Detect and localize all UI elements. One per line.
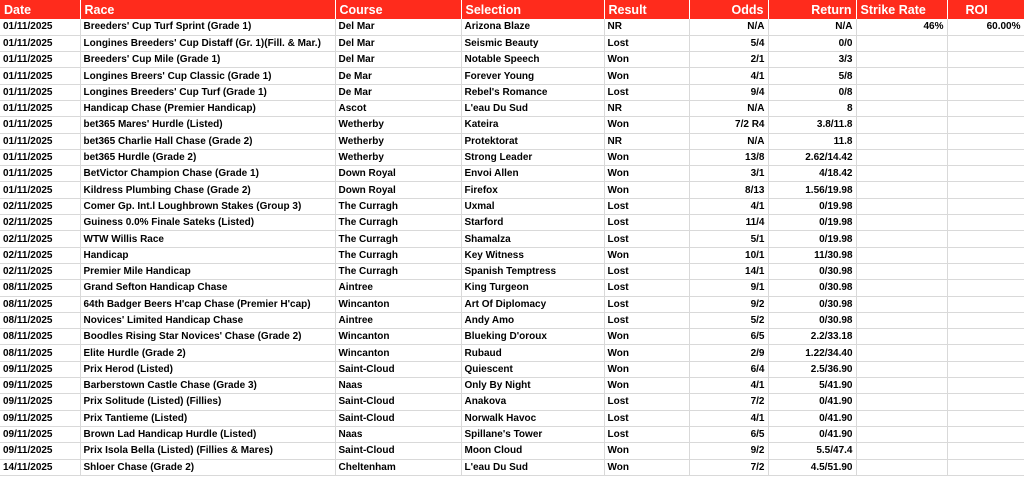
cell-return[interactable]: 5/8 — [768, 68, 856, 84]
cell-result[interactable]: Lost — [604, 426, 689, 442]
cell-date[interactable]: 01/11/2025 — [0, 84, 80, 100]
header-selection[interactable]: Selection — [461, 0, 604, 19]
cell-selection[interactable]: Kateira — [461, 117, 604, 133]
cell-empty[interactable] — [856, 443, 947, 459]
cell-odds[interactable]: 9/2 — [689, 296, 768, 312]
cell-empty[interactable] — [856, 394, 947, 410]
header-result[interactable]: Result — [604, 0, 689, 19]
cell-empty[interactable] — [947, 84, 1024, 100]
cell-result[interactable]: Lost — [604, 198, 689, 214]
cell-selection[interactable]: Only By Night — [461, 378, 604, 394]
cell-race[interactable]: Longines Breeders' Cup Distaff (Gr. 1)(Fill. & Mar.) — [80, 35, 335, 51]
cell-date[interactable]: 14/11/2025 — [0, 459, 80, 475]
cell-odds[interactable]: 8/13 — [689, 182, 768, 198]
cell-race[interactable]: Kildress Plumbing Chase (Grade 2) — [80, 182, 335, 198]
cell-empty[interactable] — [856, 296, 947, 312]
table-row — [0, 296, 1024, 312]
cell-odds[interactable]: 5/2 — [689, 312, 768, 328]
table-row — [0, 166, 1024, 182]
table-row — [0, 459, 1024, 475]
cell-date[interactable]: 09/11/2025 — [0, 378, 80, 394]
cell-selection[interactable]: L'eau Du Sud — [461, 459, 604, 475]
strike-rate-value[interactable]: 46% — [856, 19, 947, 35]
table-row — [0, 35, 1024, 51]
cell-empty[interactable] — [947, 410, 1024, 426]
cell-date[interactable]: 02/11/2025 — [0, 231, 80, 247]
cell-selection[interactable]: Key Witness — [461, 247, 604, 263]
cell-date[interactable]: 01/11/2025 — [0, 133, 80, 149]
table-row — [0, 198, 1024, 214]
cell-empty[interactable] — [947, 117, 1024, 133]
cell-course[interactable]: Naas — [335, 426, 461, 442]
table-row — [0, 410, 1024, 426]
cell-return[interactable]: 4.5/51.90 — [768, 459, 856, 475]
table-row — [0, 100, 1024, 116]
cell-race[interactable]: Premier Mile Handicap — [80, 263, 335, 279]
cell-empty[interactable] — [947, 312, 1024, 328]
table-row — [0, 19, 1024, 35]
cell-odds[interactable]: 7/2 R4 — [689, 117, 768, 133]
cell-return[interactable]: 0/19.98 — [768, 198, 856, 214]
cell-race[interactable]: 64th Badger Beers H'cap Chase (Premier H'cap) — [80, 296, 335, 312]
cell-course[interactable]: The Curragh — [335, 231, 461, 247]
cell-race[interactable]: Elite Hurdle (Grade 2) — [80, 345, 335, 361]
cell-course[interactable]: Wincanton — [335, 345, 461, 361]
cell-return[interactable]: 3.8/11.8 — [768, 117, 856, 133]
cell-empty[interactable] — [947, 443, 1024, 459]
cell-result[interactable]: Won — [604, 247, 689, 263]
cell-date[interactable]: 09/11/2025 — [0, 426, 80, 442]
cell-result[interactable]: Lost — [604, 410, 689, 426]
cell-empty[interactable] — [947, 394, 1024, 410]
table-row — [0, 263, 1024, 279]
cell-return[interactable]: 11.8 — [768, 133, 856, 149]
cell-race[interactable]: Breeders' Cup Mile (Grade 1) — [80, 52, 335, 68]
cell-return[interactable]: 0/0 — [768, 35, 856, 51]
table-row — [0, 182, 1024, 198]
cell-date[interactable]: 02/11/2025 — [0, 198, 80, 214]
cell-course[interactable]: De Mar — [335, 68, 461, 84]
cell-empty[interactable] — [856, 52, 947, 68]
table-row — [0, 280, 1024, 296]
table-row — [0, 361, 1024, 377]
table-row — [0, 52, 1024, 68]
cell-race[interactable]: Grand Sefton Handicap Chase — [80, 280, 335, 296]
cell-result[interactable]: Won — [604, 443, 689, 459]
cell-result[interactable]: Won — [604, 117, 689, 133]
cell-empty[interactable] — [947, 280, 1024, 296]
cell-race[interactable]: bet365 Hurdle (Grade 2) — [80, 149, 335, 165]
cell-empty[interactable] — [947, 133, 1024, 149]
cell-date[interactable]: 08/11/2025 — [0, 280, 80, 296]
table-row — [0, 378, 1024, 394]
cell-course[interactable]: Saint-Cloud — [335, 361, 461, 377]
cell-result[interactable]: Won — [604, 166, 689, 182]
header-course[interactable]: Course — [335, 0, 461, 19]
cell-course[interactable]: Down Royal — [335, 166, 461, 182]
cell-course[interactable]: Naas — [335, 378, 461, 394]
cell-empty[interactable] — [856, 312, 947, 328]
cell-empty[interactable] — [856, 198, 947, 214]
table-row — [0, 247, 1024, 263]
cell-date[interactable]: 01/11/2025 — [0, 117, 80, 133]
cell-selection[interactable]: L'eau Du Sud — [461, 100, 604, 116]
cell-course[interactable]: Del Mar — [335, 52, 461, 68]
cell-return[interactable]: 8 — [768, 100, 856, 116]
cell-return[interactable]: 0/19.98 — [768, 215, 856, 231]
cell-course[interactable]: Wetherby — [335, 133, 461, 149]
table-row — [0, 312, 1024, 328]
cell-selection[interactable]: Rebel's Romance — [461, 84, 604, 100]
cell-empty[interactable] — [856, 215, 947, 231]
header-race[interactable]: Race — [80, 0, 335, 19]
cell-race[interactable]: WTW Willis Race — [80, 231, 335, 247]
cell-selection[interactable]: Spanish Temptress — [461, 263, 604, 279]
cell-course[interactable]: Wetherby — [335, 149, 461, 165]
cell-course[interactable]: Wetherby — [335, 117, 461, 133]
table-row — [0, 345, 1024, 361]
cell-result[interactable]: NR — [604, 133, 689, 149]
table-row — [0, 68, 1024, 84]
cell-race[interactable]: Breeders' Cup Turf Sprint (Grade 1) — [80, 19, 335, 35]
cell-result[interactable]: Lost — [604, 231, 689, 247]
cell-date[interactable]: 09/11/2025 — [0, 443, 80, 459]
cell-return[interactable]: 5.5/47.4 — [768, 443, 856, 459]
cell-result[interactable]: Won — [604, 345, 689, 361]
cell-empty[interactable] — [947, 361, 1024, 377]
cell-selection[interactable]: Starford — [461, 215, 604, 231]
cell-course[interactable]: Saint-Cloud — [335, 443, 461, 459]
cell-date[interactable]: 01/11/2025 — [0, 182, 80, 198]
cell-odds[interactable]: 4/1 — [689, 378, 768, 394]
cell-course[interactable]: Aintree — [335, 312, 461, 328]
cell-course[interactable]: The Curragh — [335, 198, 461, 214]
cell-date[interactable]: 09/11/2025 — [0, 410, 80, 426]
cell-empty[interactable] — [856, 247, 947, 263]
cell-odds[interactable]: 14/1 — [689, 263, 768, 279]
cell-return[interactable]: 2.5/36.90 — [768, 361, 856, 377]
table-row — [0, 329, 1024, 345]
cell-empty[interactable] — [947, 198, 1024, 214]
cell-date[interactable]: 02/11/2025 — [0, 215, 80, 231]
cell-selection[interactable]: King Turgeon — [461, 280, 604, 296]
cell-date[interactable]: 01/11/2025 — [0, 19, 80, 35]
cell-result[interactable]: Won — [604, 68, 689, 84]
cell-odds[interactable]: 6/4 — [689, 361, 768, 377]
cell-course[interactable]: De Mar — [335, 84, 461, 100]
cell-return[interactable]: 1.22/34.40 — [768, 345, 856, 361]
cell-odds[interactable]: 4/1 — [689, 410, 768, 426]
cell-empty[interactable] — [856, 149, 947, 165]
table-row — [0, 84, 1024, 100]
cell-empty[interactable] — [856, 345, 947, 361]
cell-date[interactable]: 01/11/2025 — [0, 68, 80, 84]
cell-selection[interactable]: Moon Cloud — [461, 443, 604, 459]
header-odds[interactable]: Odds — [689, 0, 768, 19]
cell-odds[interactable]: 6/5 — [689, 329, 768, 345]
cell-odds[interactable]: N/A — [689, 100, 768, 116]
cell-empty[interactable] — [856, 378, 947, 394]
cell-empty[interactable] — [947, 426, 1024, 442]
header-date[interactable]: Date — [0, 0, 80, 19]
cell-empty[interactable] — [856, 410, 947, 426]
cell-empty[interactable] — [856, 329, 947, 345]
cell-race[interactable]: Prix Herod (Listed) — [80, 361, 335, 377]
cell-empty[interactable] — [856, 231, 947, 247]
cell-odds[interactable]: N/A — [689, 19, 768, 35]
cell-odds[interactable]: 2/9 — [689, 345, 768, 361]
header-row — [0, 0, 1024, 19]
cell-odds[interactable]: 7/2 — [689, 459, 768, 475]
cell-selection[interactable]: Art Of Diplomacy — [461, 296, 604, 312]
cell-empty[interactable] — [947, 231, 1024, 247]
cell-return[interactable]: 0/41.90 — [768, 426, 856, 442]
cell-empty[interactable] — [947, 247, 1024, 263]
cell-race[interactable]: BetVictor Champion Chase (Grade 1) — [80, 166, 335, 182]
cell-odds[interactable]: 5/4 — [689, 35, 768, 51]
header-strike-rate[interactable]: Strike Rate — [856, 0, 947, 19]
cell-result[interactable]: Lost — [604, 35, 689, 51]
table-row — [0, 133, 1024, 149]
cell-course[interactable]: Down Royal — [335, 182, 461, 198]
header-return[interactable]: Return — [768, 0, 856, 19]
cell-empty[interactable] — [947, 329, 1024, 345]
cell-selection[interactable]: Norwalk Havoc — [461, 410, 604, 426]
cell-selection[interactable]: Andy Amo — [461, 312, 604, 328]
cell-empty[interactable] — [947, 52, 1024, 68]
cell-race[interactable]: Handicap — [80, 247, 335, 263]
cell-empty[interactable] — [947, 263, 1024, 279]
cell-empty[interactable] — [947, 35, 1024, 51]
cell-date[interactable]: 01/11/2025 — [0, 166, 80, 182]
cell-empty[interactable] — [947, 296, 1024, 312]
cell-course[interactable]: Aintree — [335, 280, 461, 296]
header-roi[interactable]: ROI — [947, 0, 1024, 19]
table-row — [0, 117, 1024, 133]
cell-return[interactable]: 0/30.98 — [768, 312, 856, 328]
cell-date[interactable]: 09/11/2025 — [0, 361, 80, 377]
cell-return[interactable]: 0/19.98 — [768, 231, 856, 247]
table-body — [0, 19, 1024, 475]
cell-empty[interactable] — [856, 35, 947, 51]
cell-return[interactable]: 4/18.42 — [768, 166, 856, 182]
cell-odds[interactable]: 7/2 — [689, 394, 768, 410]
cell-odds[interactable]: 5/1 — [689, 231, 768, 247]
cell-empty[interactable] — [947, 459, 1024, 475]
cell-empty[interactable] — [947, 378, 1024, 394]
cell-result[interactable]: Won — [604, 182, 689, 198]
cell-empty[interactable] — [856, 84, 947, 100]
cell-return[interactable]: 0/41.90 — [768, 394, 856, 410]
table-row — [0, 394, 1024, 410]
cell-date[interactable]: 08/11/2025 — [0, 329, 80, 345]
cell-empty[interactable] — [856, 263, 947, 279]
cell-empty[interactable] — [856, 68, 947, 84]
table-row — [0, 443, 1024, 459]
cell-odds[interactable]: 11/4 — [689, 215, 768, 231]
cell-return[interactable]: 3/3 — [768, 52, 856, 68]
cell-odds[interactable]: 4/1 — [689, 68, 768, 84]
cell-empty[interactable] — [947, 100, 1024, 116]
cell-course[interactable]: Saint-Cloud — [335, 410, 461, 426]
cell-odds[interactable]: 13/8 — [689, 149, 768, 165]
table-row — [0, 215, 1024, 231]
cell-result[interactable]: Won — [604, 149, 689, 165]
cell-odds[interactable]: 2/1 — [689, 52, 768, 68]
cell-odds[interactable]: 4/1 — [689, 198, 768, 214]
cell-race[interactable]: Longines Breers' Cup Classic (Grade 1) — [80, 68, 335, 84]
cell-empty[interactable] — [947, 182, 1024, 198]
cell-race[interactable]: Prix Isola Bella (Listed) (Fillies & Mares) — [80, 443, 335, 459]
cell-course[interactable]: Del Mar — [335, 19, 461, 35]
cell-result[interactable]: Lost — [604, 263, 689, 279]
cell-result[interactable]: Won — [604, 52, 689, 68]
cell-course[interactable]: The Curragh — [335, 263, 461, 279]
cell-empty[interactable] — [947, 215, 1024, 231]
cell-date[interactable]: 08/11/2025 — [0, 296, 80, 312]
cell-empty[interactable] — [947, 68, 1024, 84]
cell-course[interactable]: Del Mar — [335, 35, 461, 51]
cell-selection[interactable]: Firefox — [461, 182, 604, 198]
cell-odds[interactable]: 10/1 — [689, 247, 768, 263]
cell-race[interactable]: Prix Solitude (Listed) (Fillies) — [80, 394, 335, 410]
cell-race[interactable]: bet365 Charlie Hall Chase (Grade 2) — [80, 133, 335, 149]
cell-race[interactable]: Guiness 0.0% Finale Sateks (Listed) — [80, 215, 335, 231]
cell-race[interactable]: Barberstown Castle Chase (Grade 3) — [80, 378, 335, 394]
cell-course[interactable]: Wincanton — [335, 296, 461, 312]
cell-selection[interactable]: Protektorat — [461, 133, 604, 149]
cell-selection[interactable]: Quiescent — [461, 361, 604, 377]
cell-selection[interactable]: Seismic Beauty — [461, 35, 604, 51]
roi-value[interactable]: 60.00% — [947, 19, 1024, 35]
cell-return[interactable]: 0/30.98 — [768, 263, 856, 279]
cell-date[interactable]: 01/11/2025 — [0, 52, 80, 68]
cell-result[interactable]: NR — [604, 100, 689, 116]
cell-course[interactable]: The Curragh — [335, 215, 461, 231]
cell-race[interactable]: Prix Tantieme (Listed) — [80, 410, 335, 426]
cell-odds[interactable]: 3/1 — [689, 166, 768, 182]
table-row — [0, 426, 1024, 442]
cell-selection[interactable]: Anakova — [461, 394, 604, 410]
cell-date[interactable]: 01/11/2025 — [0, 149, 80, 165]
cell-date[interactable]: 08/11/2025 — [0, 345, 80, 361]
table-row — [0, 149, 1024, 165]
cell-return[interactable]: 0/41.90 — [768, 410, 856, 426]
cell-empty[interactable] — [856, 133, 947, 149]
cell-empty[interactable] — [856, 361, 947, 377]
cell-empty[interactable] — [856, 426, 947, 442]
cell-selection[interactable]: Shamalza — [461, 231, 604, 247]
cell-date[interactable]: 02/11/2025 — [0, 247, 80, 263]
cell-race[interactable]: Longines Breeders' Cup Turf (Grade 1) — [80, 84, 335, 100]
cell-empty[interactable] — [856, 280, 947, 296]
cell-empty[interactable] — [947, 166, 1024, 182]
cell-result[interactable]: Lost — [604, 280, 689, 296]
cell-result[interactable]: Lost — [604, 312, 689, 328]
cell-selection[interactable]: Rubaud — [461, 345, 604, 361]
cell-race[interactable]: Brown Lad Handicap Hurdle (Listed) — [80, 426, 335, 442]
cell-return[interactable]: 2.2/33.18 — [768, 329, 856, 345]
cell-empty[interactable] — [947, 345, 1024, 361]
cell-result[interactable]: Lost — [604, 296, 689, 312]
cell-date[interactable]: 08/11/2025 — [0, 312, 80, 328]
cell-result[interactable]: Won — [604, 459, 689, 475]
cell-race[interactable]: Shloer Chase (Grade 2) — [80, 459, 335, 475]
cell-selection[interactable]: Uxmal — [461, 198, 604, 214]
cell-date[interactable]: 09/11/2025 — [0, 394, 80, 410]
cell-return[interactable]: 0/8 — [768, 84, 856, 100]
cell-return[interactable]: 1.56/19.98 — [768, 182, 856, 198]
cell-return[interactable]: 5/41.90 — [768, 378, 856, 394]
cell-selection[interactable]: Spillane's Tower — [461, 426, 604, 442]
cell-race[interactable]: Comer Gp. Int.l Loughbrown Stakes (Group 3) — [80, 198, 335, 214]
cell-race[interactable]: Handicap Chase (Premier Handicap) — [80, 100, 335, 116]
cell-empty[interactable] — [856, 117, 947, 133]
cell-result[interactable]: Won — [604, 361, 689, 377]
cell-odds[interactable]: 9/2 — [689, 443, 768, 459]
cell-result[interactable]: Won — [604, 329, 689, 345]
cell-course[interactable]: Cheltenham — [335, 459, 461, 475]
cell-empty[interactable] — [856, 182, 947, 198]
cell-empty[interactable] — [947, 149, 1024, 165]
cell-course[interactable]: Saint-Cloud — [335, 394, 461, 410]
cell-result[interactable]: Lost — [604, 215, 689, 231]
cell-odds[interactable]: 9/4 — [689, 84, 768, 100]
cell-selection[interactable]: Forever Young — [461, 68, 604, 84]
cell-race[interactable]: Boodles Rising Star Novices' Chase (Grade 2) — [80, 329, 335, 345]
cell-selection[interactable]: Strong Leader — [461, 149, 604, 165]
cell-selection[interactable]: Arizona Blaze — [461, 19, 604, 35]
cell-odds[interactable]: 9/1 — [689, 280, 768, 296]
cell-result[interactable]: Lost — [604, 394, 689, 410]
cell-course[interactable]: Ascot — [335, 100, 461, 116]
cell-date[interactable]: 01/11/2025 — [0, 100, 80, 116]
cell-odds[interactable]: N/A — [689, 133, 768, 149]
cell-selection[interactable]: Blueking D'oroux — [461, 329, 604, 345]
cell-date[interactable]: 02/11/2025 — [0, 263, 80, 279]
cell-return[interactable]: 2.62/14.42 — [768, 149, 856, 165]
cell-result[interactable]: Won — [604, 378, 689, 394]
cell-date[interactable]: 01/11/2025 — [0, 35, 80, 51]
cell-empty[interactable] — [856, 166, 947, 182]
cell-race[interactable]: Novices' Limited Handicap Chase — [80, 312, 335, 328]
cell-result[interactable]: NR — [604, 19, 689, 35]
cell-empty[interactable] — [856, 459, 947, 475]
table-row — [0, 231, 1024, 247]
cell-course[interactable]: The Curragh — [335, 247, 461, 263]
cell-selection[interactable]: Envoi Allen — [461, 166, 604, 182]
cell-result[interactable]: Lost — [604, 84, 689, 100]
cell-odds[interactable]: 6/5 — [689, 426, 768, 442]
cell-return[interactable]: 11/30.98 — [768, 247, 856, 263]
cell-selection[interactable]: Notable Speech — [461, 52, 604, 68]
cell-return[interactable]: N/A — [768, 19, 856, 35]
cell-race[interactable]: bet365 Mares' Hurdle (Listed) — [80, 117, 335, 133]
cell-return[interactable]: 0/30.98 — [768, 296, 856, 312]
cell-empty[interactable] — [856, 100, 947, 116]
cell-course[interactable]: Wincanton — [335, 329, 461, 345]
cell-return[interactable]: 0/30.98 — [768, 280, 856, 296]
